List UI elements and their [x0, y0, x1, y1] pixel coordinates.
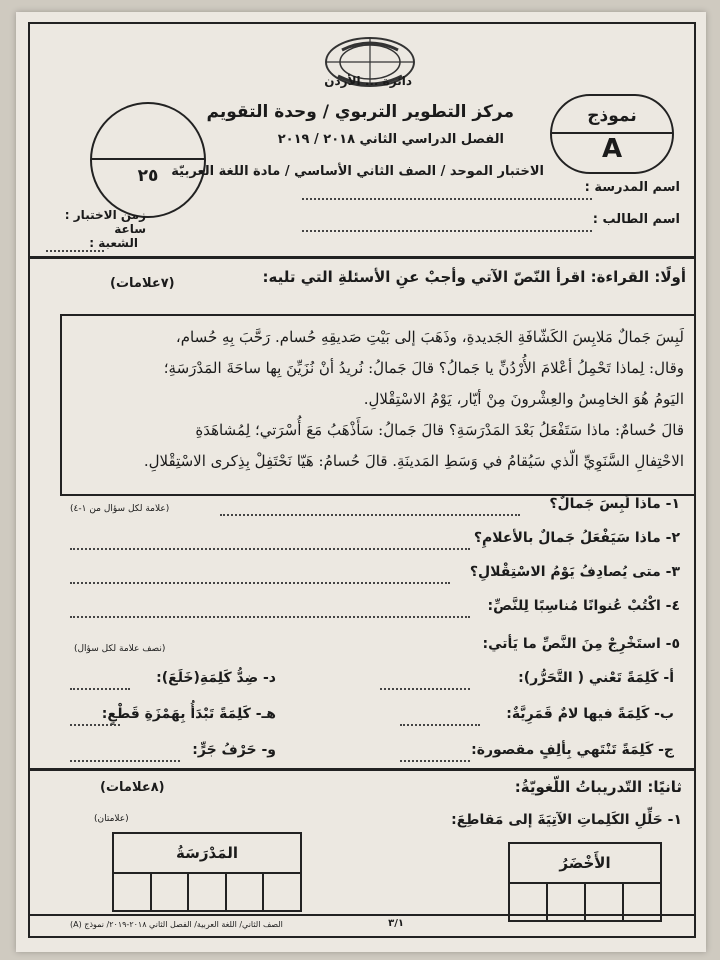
part1-marks: (٧علامات)	[110, 276, 175, 291]
score-total: ٢٥	[137, 166, 159, 186]
question-3: ٣- متى يُصادِفُ يَوْمُ الاسْتِقْلالِ؟	[469, 564, 680, 580]
extract-b: ب- كَلِمَةً فيها لامٌ قَمَرِيَّةٌ:	[506, 706, 674, 722]
extract-a: أ- كَلِمَةً تَعْني ( التَّحَرُّر):	[518, 670, 674, 686]
extract-d-field[interactable]	[70, 688, 130, 690]
part2-q1: ١- حَلِّلِ الكَلِماتِ الآتِيَةَ إلى مَقاطِعَ:	[451, 812, 682, 828]
term-line: الفصل الدراسي الثاني ٢٠١٨ / ٢٠١٩	[277, 132, 504, 147]
model-box	[550, 94, 674, 174]
header-divider	[30, 256, 694, 259]
part1-title: أولًا: القراءة: اقرأ النّصّ الآتي وأجبْ عنِ الأسئلةِ التي تليه:	[262, 268, 686, 286]
footer-divider	[30, 914, 694, 916]
score-circle	[90, 102, 206, 218]
answer-4-field[interactable]	[70, 616, 470, 618]
syllable-cell[interactable]	[114, 874, 150, 910]
extract-d: د- ضِدُّ كَلِمَةِ(خَلَعَ):	[156, 670, 276, 686]
student-name-field[interactable]	[302, 230, 592, 232]
center-title: مركز التطوير التربوي / وحدة التقويم	[206, 102, 514, 122]
footer-ref: الصف الثاني/ اللغة العربية/ الفصل الثاني ٢٠١٨-٢٠١٩/ نموذج (A)	[70, 920, 283, 929]
model-letter: A	[601, 134, 623, 164]
reading-passage-box	[60, 314, 696, 496]
word-left: المَدْرَسَةُ	[114, 834, 300, 874]
syllable-cell[interactable]	[150, 874, 188, 910]
word-right: الأَخْضَرُ	[510, 844, 660, 884]
page-number: ٣/١	[388, 918, 404, 929]
question-4: ٤- اكْتُبْ عُنوانًا مُناسِبًا لِلنَّصِّ:	[487, 598, 680, 614]
extract-c: ج- كَلِمَةً تَنْتَهي بِألِفٍ مقصورة:	[471, 742, 674, 758]
student-label: اسم الطالب :	[592, 212, 680, 227]
question-1: ١- ماذا لَبِسَ جَمالٌ؟	[549, 496, 680, 512]
section-label: الشعبة :	[89, 236, 138, 250]
part2-marks: (٨علامات)	[100, 780, 165, 795]
passage-line: لَبِسَ جَمالٌ مَلابِسَ الكَشّافَةِ الجَديدةِ، وذَهَبَ إلى بَيْتِ صَديقِهِ حُسام. رَحَّبَ بِهِ حُسام،	[175, 328, 684, 346]
school-name-field[interactable]	[302, 198, 592, 200]
question-2: ٢- ماذا سَيَفْعَلُ جَمالٌ بالأعلامِ؟	[473, 530, 680, 546]
extract-f: و- حَرْفُ جَرٍّ:	[192, 742, 276, 758]
syllable-cell[interactable]	[262, 874, 300, 910]
school-label: اسم المدرسة :	[584, 180, 680, 195]
answer-3-field[interactable]	[70, 582, 450, 584]
passage-line: اليَومُ هُوَ الخامِسُ والعِشْرونَ مِنْ أيّار، يَوْمُ الاسْتِقْلالِ.	[363, 390, 684, 408]
passage-line: الاحْتِفالِ السَّنَوِيِّ الّذي سَيُقامُ في وَسَطِ المَدينَةِ. قالَ حُسامُ: هَيّا نَحْتَفِلْ بِذِكرى الاسْتِقْلالِ.	[143, 452, 684, 470]
page-frame	[28, 22, 696, 938]
ministry-line: دائرة ... الأردن	[324, 74, 412, 88]
section-field[interactable]	[46, 250, 104, 252]
note-half: (نصف علامة لكل سؤال)	[74, 644, 166, 654]
syllable-grid-left	[112, 832, 302, 912]
extract-f-field[interactable]	[70, 760, 180, 762]
part-divider	[30, 768, 694, 771]
extract-b-field[interactable]	[400, 724, 480, 726]
passage-line: قالَ حُسامٌ: ماذا سَتَفْعَلُ بَعْدَ المَدْرَسَةِ؟ قالَ جَمالُ: سَأَذْهَبُ مَعَ أُسْرَتي؛ لِمُشاهَدَةِ	[195, 421, 684, 439]
answer-1-field[interactable]	[220, 514, 520, 516]
extract-e-field[interactable]	[70, 724, 120, 726]
part2-title: ثانيًا: التّدريباتُ اللّغويّةُ:	[514, 778, 682, 796]
note-each: (علامة لكل سؤال من ١-٤)	[70, 504, 170, 514]
exam-line: الاختبار الموحد / الصف الثاني الأساسي / مادة اللغة العربيّة	[171, 164, 544, 179]
extract-a-field[interactable]	[380, 688, 470, 690]
exam-sheet	[16, 12, 706, 952]
syllable-cell[interactable]	[187, 874, 225, 910]
passage-line: وقال: لِماذا تَحْمِلُ أعْلامَ الأُرْدُنِّ يا جَمالُ؟ قالَ جَمالُ: نُريدُ أنْ نُزَيِّنَ بِها ساحَةَ المَدْرَسَةِ؛	[163, 359, 684, 377]
time-label: زمن الاختبار : ساعة	[64, 208, 146, 236]
part2-q1-marks: (علامتان)	[94, 814, 129, 824]
question-5: ٥- استَخْرِجْ مِنَ النَّصِّ ما يَأتي:	[482, 636, 680, 652]
syllable-grid-right	[508, 842, 662, 922]
extract-e: هـ- كَلِمَةً تَبْدَأُ بِهَمْزَةِ قَطْعٍ:	[101, 706, 276, 722]
answer-2-field[interactable]	[70, 548, 470, 550]
model-label: نموذج	[587, 106, 637, 126]
syllable-cell[interactable]	[225, 874, 263, 910]
extract-c-field[interactable]	[400, 760, 470, 762]
